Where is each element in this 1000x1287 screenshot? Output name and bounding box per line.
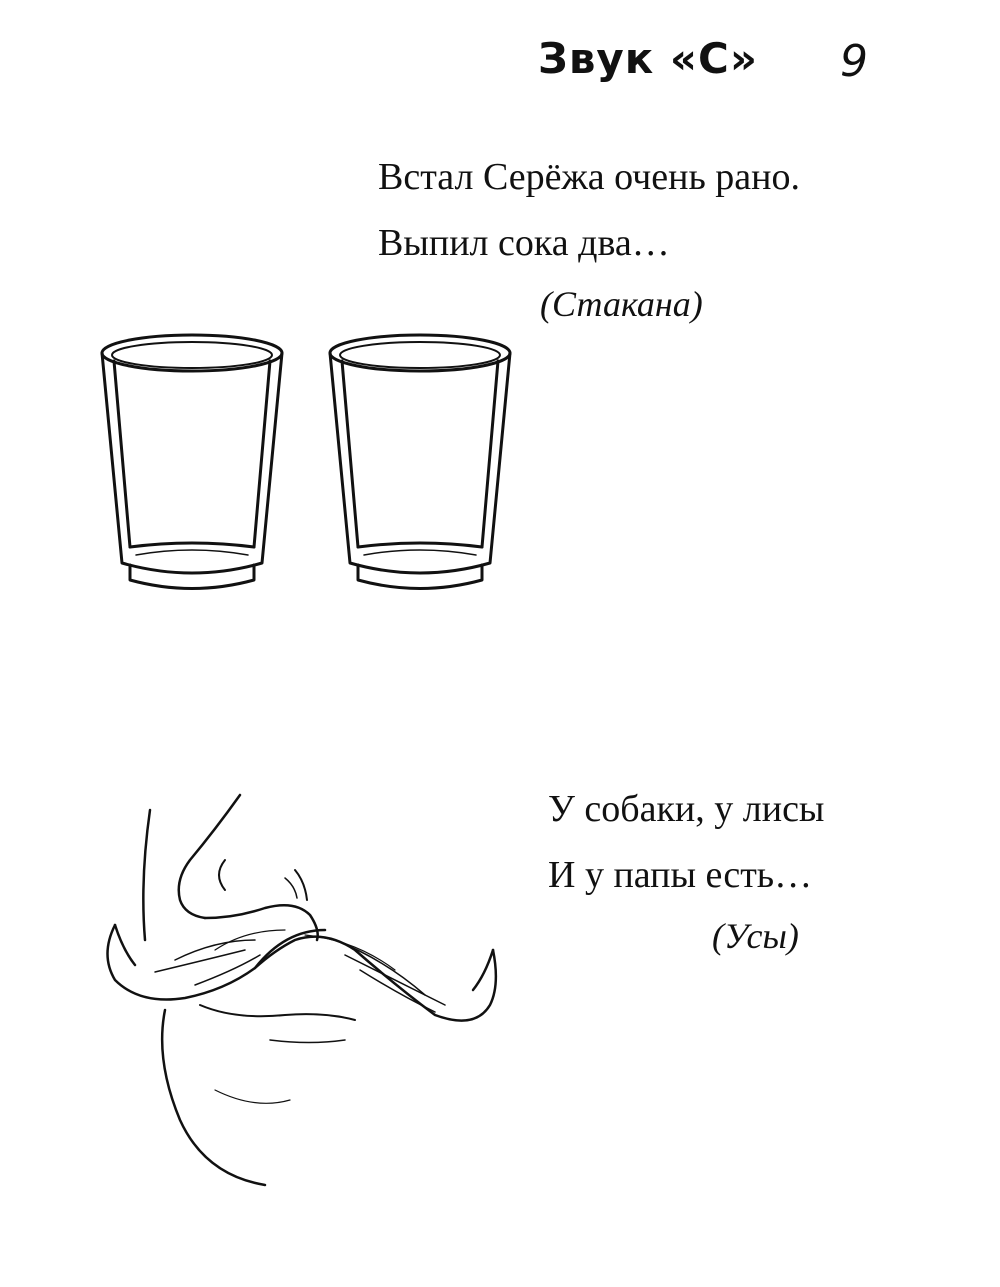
two-glasses-icon <box>90 325 530 600</box>
page-number: 9 <box>840 36 868 87</box>
riddle-line: Встал Серёжа очень рано. <box>378 156 800 198</box>
mustache-face-icon <box>95 790 505 1190</box>
riddle-line: У собаки, у лисы <box>548 788 825 830</box>
section-title: Звук «С» <box>538 34 759 83</box>
glass-icon <box>330 335 510 589</box>
riddle-answer: (Стакана) <box>540 284 703 324</box>
riddle-answer: (Усы) <box>712 916 799 956</box>
glass-icon <box>102 335 282 589</box>
riddle-line: Выпил сока два… <box>378 222 670 264</box>
riddle-line: И у папы есть… <box>548 854 813 896</box>
